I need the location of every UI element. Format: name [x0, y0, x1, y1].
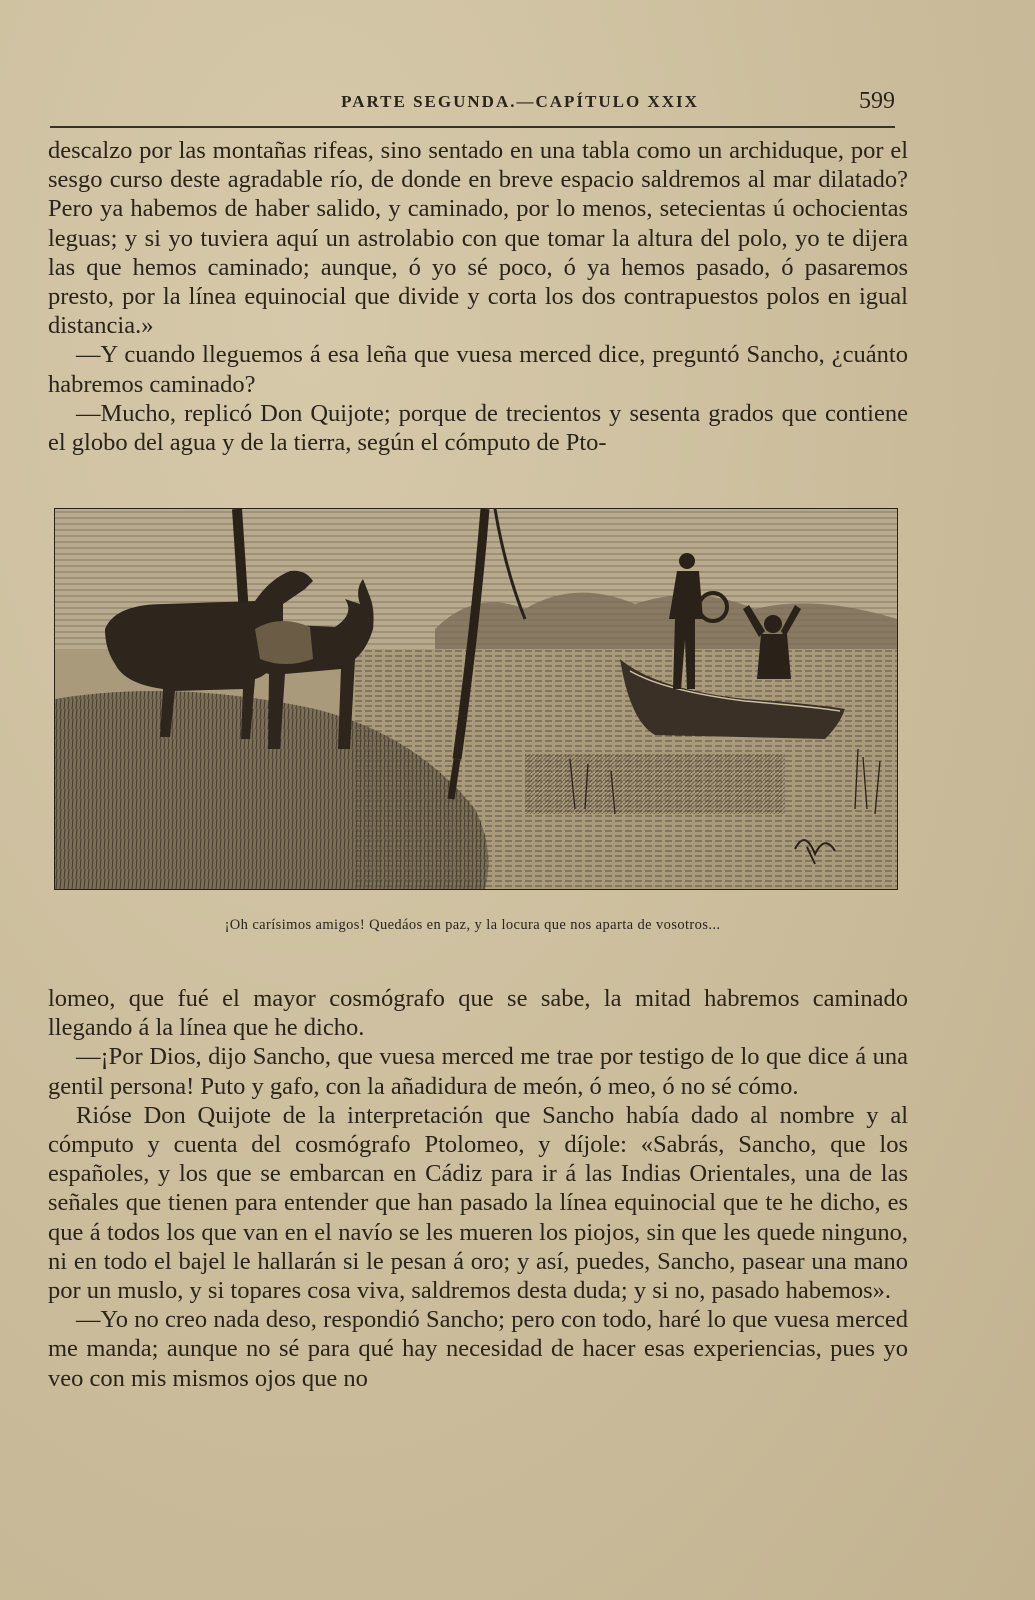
running-head: PARTE SEGUNDA.—CAPÍTULO XXIX: [341, 92, 699, 111]
paragraph: —Yo no creo nada deso, respondió Sancho; pero con todo, haré lo que vuesa merced me manda; aunque no sé para qué hay necesidad de hacer esas experiencias, pues yo veo con mis mismos ojos que no: [48, 1306, 908, 1392]
paragraph: —Mucho, replicó Don Quijote; porque de trecientos y sesenta grados que contiene el globo del agua y de la tierra, según el cómputo de Pto-: [48, 399, 908, 457]
paragraph: lomeo, que fué el mayor cosmógrafo que se sabe, la mitad habremos caminado llegando á la línea que he dicho.: [48, 985, 908, 1042]
engraving-illustration: [54, 508, 898, 890]
page-number: 599: [859, 88, 895, 114]
paragraph: descalzo por las montañas rifeas, sino sentado en una tabla como un archiduque, por el sesgo curso deste agradable río, de donde en breve espacio saldremos al mar dilatado? Pero ya habemos de haber salido, y caminado, por lo menos, setecientas ú ochocientas leguas; y si yo tuviera aquí un astrolabio con que tomar la altura del polo, yo te dijera las que hemos caminado; aunque, ó yo sé poco, ó ya hemos pasado, ó pasaremos presto, por la línea equinocial que divide y corta los dos contrapuestos polos en igual distancia.»: [48, 137, 908, 340]
paragraph: Rióse Don Quijote de la interpretación que Sancho había dado al nombre y al cómputo y cuenta del cosmógrafo Ptolomeo, y díjole: «Sabrás, Sancho, que los españoles, y los que se embarcan en Cádiz para ir á las Indias Orientales, una de las señales que tienen para entender que han pasado la línea equinocial que te he dicho, es que á todos los que van en el navío se les mueren los piojos, sin que les quede ninguno, ni en todo el bajel le hallarán si le pesan á oro; y así, puedes, Sancho, pasear una mano por un muslo, y si topares cosa viva, saldremos desta duda; y si no, pasado habemos».: [48, 1101, 908, 1305]
page-header: [50, 88, 895, 128]
paragraph: —Y cuando lleguemos á esa leña que vuesa merced dice, preguntó Sancho, ¿cuánto habremos caminado?: [48, 341, 908, 398]
illustration-caption: ¡Oh carísimos amigos! Quedáos en paz, y la locura que nos aparta de vosotros...: [224, 917, 721, 933]
text-block-bottom: [48, 984, 908, 1393]
paragraph: —¡Por Dios, dijo Sancho, que vuesa merced me trae por testigo de lo que dice á una gentil persona! Puto y gafo, con la añadidura de meón, ó meo, ó no sé cómo.: [48, 1043, 908, 1100]
text-block-top: [48, 136, 908, 457]
